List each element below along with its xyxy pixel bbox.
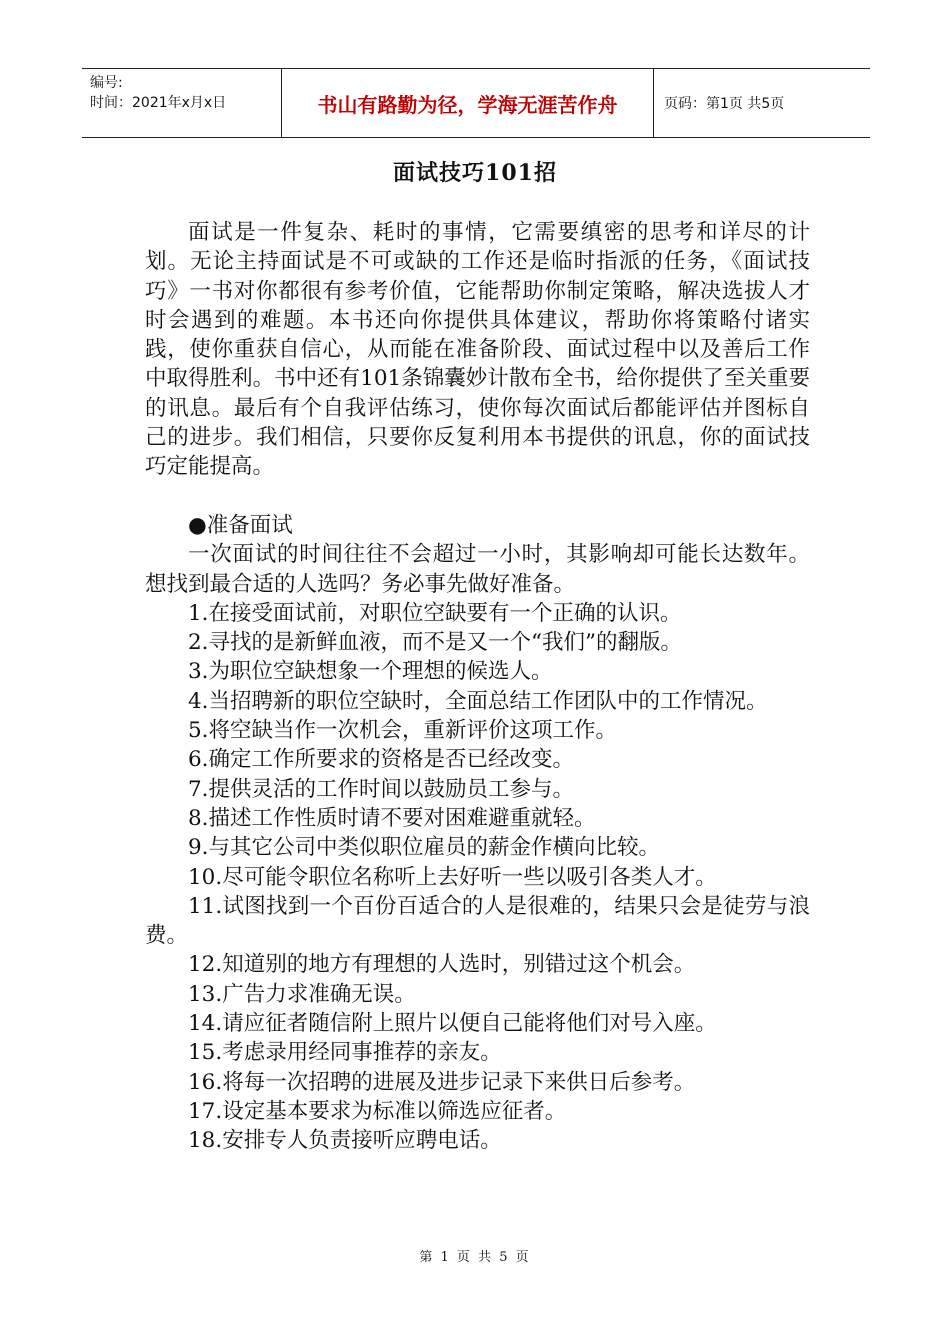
tip-item: 2.寻找的是新鲜血液，而不是又一个“我们”的翻版。 xyxy=(188,630,682,656)
tip-item: 17.设定基本要求为标准以筛选应征者。 xyxy=(188,1098,567,1124)
header-motto: 书山有路勤为径，学海无涯苦作舟 xyxy=(281,69,654,137)
tip-item: 3.为职位空缺想象一个理想的候选人。 xyxy=(188,659,553,685)
tip-item: 11.试图找到一个百份百适合的人是很难的，结果只会是徒劳与浪费。 xyxy=(145,893,810,949)
document-date-label: 时间：2021年x月x日 xyxy=(90,95,227,111)
document-body xyxy=(145,218,810,1156)
tip-item: 5.将空缺当作一次机会，重新评价这项工作。 xyxy=(188,718,618,744)
section-intro-paragraph: 一次面试的时间往往不会超过一小时，其影响却可能长达数年。想找到最合适的人选吗？务必事先做好准备。 xyxy=(145,542,810,597)
document-title: 面试技巧101招 xyxy=(393,160,557,186)
tip-item: 4.当招聘新的职位空缺时，全面总结工作团队中的工作情况。 xyxy=(188,688,768,714)
document-number-label: 编号: xyxy=(90,75,123,91)
header-meta xyxy=(82,69,281,137)
tip-item: 1.在接受面试前，对职位空缺要有一个正确的认识。 xyxy=(188,600,682,626)
paragraph-spacer xyxy=(145,482,810,511)
tip-item: 9.与其它公司中类似职位雇员的薪金作横向比较。 xyxy=(188,835,661,861)
tip-item: 16.将每一次招聘的进展及进步记录下来供日后参考。 xyxy=(188,1069,696,1095)
intro-paragraph: 面试是一件复杂、耗时的事情，它需要缜密的思考和详尽的计划。无论主持面试是不可或缺的工作还是临时指派的任务，《面试技巧》一书对你都很有参考价值，它能帮助你制定策略，解决选拔人才时会遇到的难题。本书还向你提供具体建议，帮助你将策略付诸实践，使你重获自信心，从而能在准备阶段、面试过程中以及善后工作中取得胜利。书中还有101条锦囊妙计散布全书，给你提供了至关重要的讯息。最后有个自我评估练习，使你每次面试后都能评估并图标自己的进步。我们相信，只要你反复利用本书提供的讯息，你的面试技巧定能提高。 xyxy=(145,220,810,480)
tip-item: 10.尽可能令职位名称听上去好听一些以吸引各类人才。 xyxy=(188,864,717,890)
tip-item: 7.提供灵活的工作时间以鼓励员工参与。 xyxy=(188,776,575,802)
tip-item: 13.广告力求准确无误。 xyxy=(188,981,416,1007)
tip-item: 18.安排专人负责接听应聘电话。 xyxy=(188,1128,502,1154)
header-page-number: 页码：第1页 共5页 xyxy=(664,96,785,112)
section-heading: ●准备面试 xyxy=(188,512,293,538)
document-header xyxy=(82,68,870,138)
tip-item: 14.请应征者随信附上照片以便自己能将他们对号入座。 xyxy=(188,1011,717,1037)
tips-list xyxy=(145,599,810,1156)
tip-item: 15.考虑录用经同事推荐的亲友。 xyxy=(188,1040,502,1066)
tip-item: 8.描述工作性质时请不要对困难避重就轻。 xyxy=(188,805,596,831)
page-footer: 第 1 页 共 5 页 xyxy=(419,1250,531,1265)
tip-item: 6.确定工作所要求的资格是否已经改变。 xyxy=(188,747,575,773)
tip-item: 12.知道别的地方有理想的人选时，别错过这个机会。 xyxy=(188,952,696,978)
